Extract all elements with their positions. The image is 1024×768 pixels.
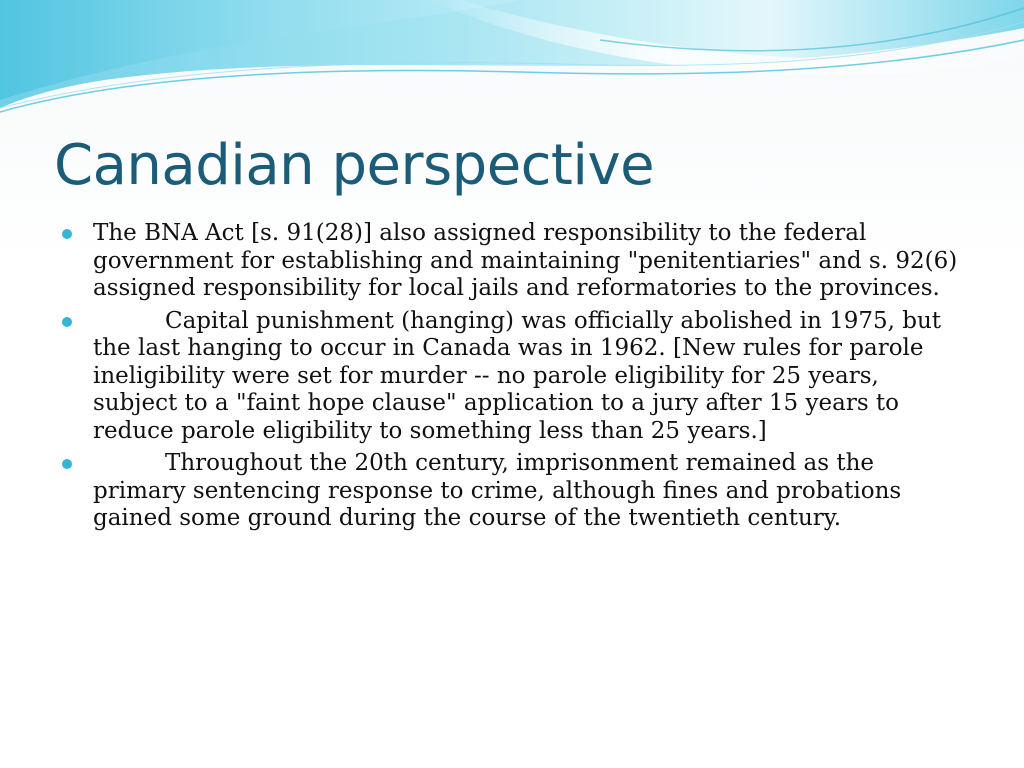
bullet-text: Capital punishment (hanging) was officially abolished in 1975, but the last hanging to occur in Canada was in 1962. [New rules for parole ineligibility were set for murder -- no parole eligibility for 25 years, subject to a "faint hope clause" application to a jury after 15 years to reduce parole eligibility to something less than 25 years.] bbox=[93, 307, 942, 444]
slide-title: Canadian perspective bbox=[54, 133, 655, 198]
bullet-item bbox=[60, 450, 960, 533]
bullet-dot-icon bbox=[62, 317, 72, 327]
bullet-dot-icon bbox=[62, 229, 72, 239]
bullet-text: The BNA Act [s. 91(28)] also assigned responsibility to the federal government for establishing and maintaining "penitentiaries" and s. 92(6) assigned responsibility for local jails and reformatories to the provinces. bbox=[93, 220, 958, 301]
bullet-text: Throughout the 20th century, imprisonment remained as the primary sentencing response to crime, although fines and probations gained some ground during the course of the twentieth century. bbox=[93, 450, 902, 531]
bullet-item bbox=[60, 220, 960, 303]
header-swoosh-decoration bbox=[0, 0, 1024, 120]
bullet-item bbox=[60, 308, 960, 446]
bullet-dot-icon bbox=[62, 459, 72, 469]
bullet-list bbox=[60, 220, 960, 538]
